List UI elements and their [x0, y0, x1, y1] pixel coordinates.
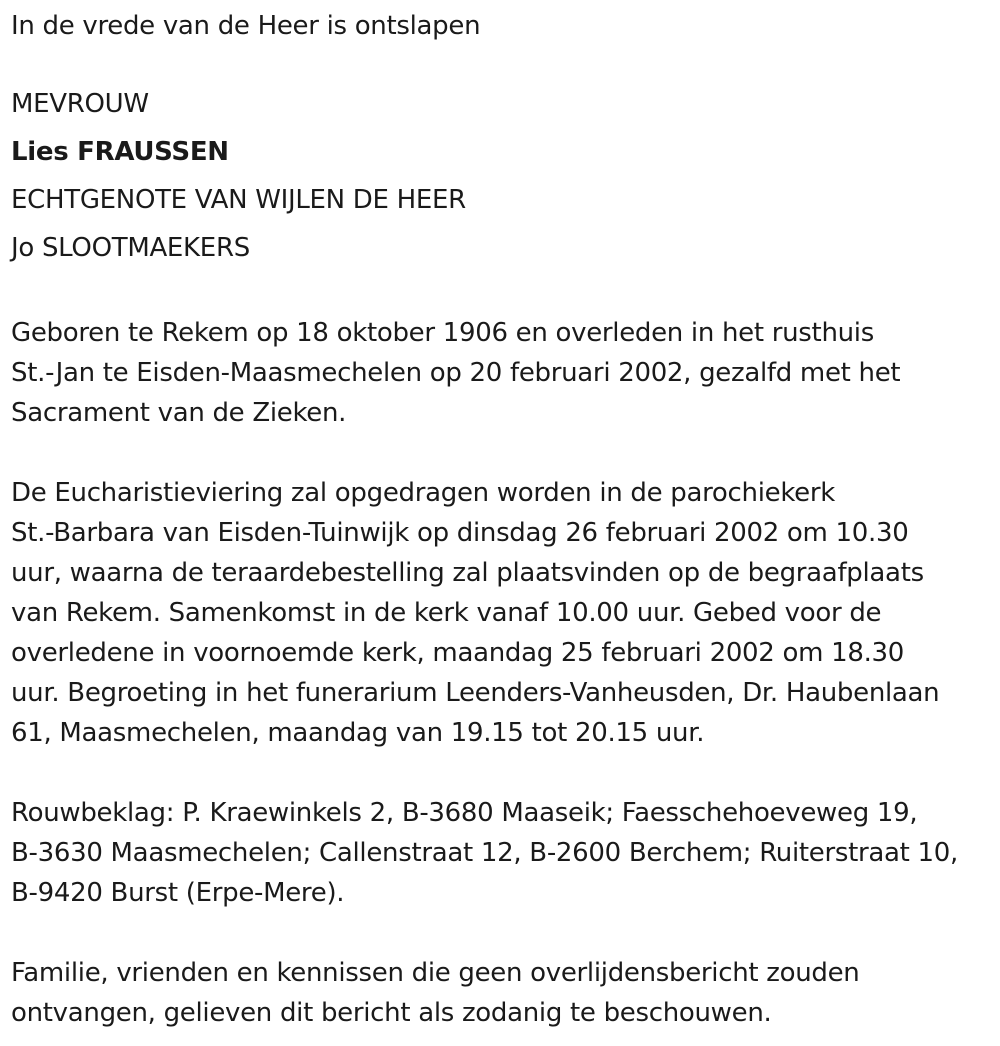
mourning-paragraph [11, 793, 996, 913]
obituary-notice [11, 6, 996, 1033]
paragraph-line: uur. Begroeting in het funerarium Leenders-Vanheusden, Dr. Haubenlaan [11, 678, 940, 708]
paragraph-line: van Rekem. Samenkomst in de kerk vanaf 10.00 uur. Gebed voor de [11, 598, 882, 628]
paragraph-line: ontvangen, gelieven dit bericht als zodanig te beschouwen. [11, 998, 772, 1028]
relation-line: ECHTGENOTE VAN WIJLEN DE HEER [11, 185, 466, 215]
spouse-name: Jo SLOOTMAEKERS [11, 233, 250, 263]
paragraph-line: St.-Jan te Eisden-Maasmechelen op 20 februari 2002, gezalfd met het [11, 358, 901, 388]
intro-line: In de vrede van de Heer is ontslapen [11, 11, 481, 41]
paragraph-line: B-3630 Maasmechelen; Callenstraat 12, B-2600 Berchem; Ruiterstraat 10, [11, 838, 958, 868]
birth-paragraph [11, 313, 996, 433]
deceased-block [11, 80, 996, 272]
paragraph-line: Geboren te Rekem op 18 oktober 1906 en overleden in het rusthuis [11, 318, 874, 348]
paragraph-line: Rouwbeklag: P. Kraewinkels 2, B-3680 Maaseik; Faesschehoeveweg 19, [11, 798, 918, 828]
paragraph-line: overledene in voornoemde kerk, maandag 25 februari 2002 om 18.30 [11, 638, 905, 668]
paragraph-line: Familie, vrienden en kennissen die geen overlijdensbericht zouden [11, 958, 860, 988]
paragraph-line: St.-Barbara van Eisden-Tuinwijk op dinsdag 26 februari 2002 om 10.30 [11, 518, 909, 548]
ceremony-paragraph [11, 473, 996, 753]
deceased-name: Lies FRAUSSEN [11, 137, 229, 167]
paragraph-line: De Eucharistieviering zal opgedragen worden in de parochiekerk [11, 478, 835, 508]
paragraph-line: 61, Maasmechelen, maandag van 19.15 tot 20.15 uur. [11, 718, 705, 748]
paragraph-line: B-9420 Burst (Erpe-Mere). [11, 878, 345, 908]
paragraph-line: uur, waarna de teraardebestelling zal plaatsvinden op de begraafplaats [11, 558, 924, 588]
closing-paragraph [11, 953, 996, 1033]
honorific: MEVROUW [11, 89, 149, 119]
paragraph-line: Sacrament van de Zieken. [11, 398, 347, 428]
